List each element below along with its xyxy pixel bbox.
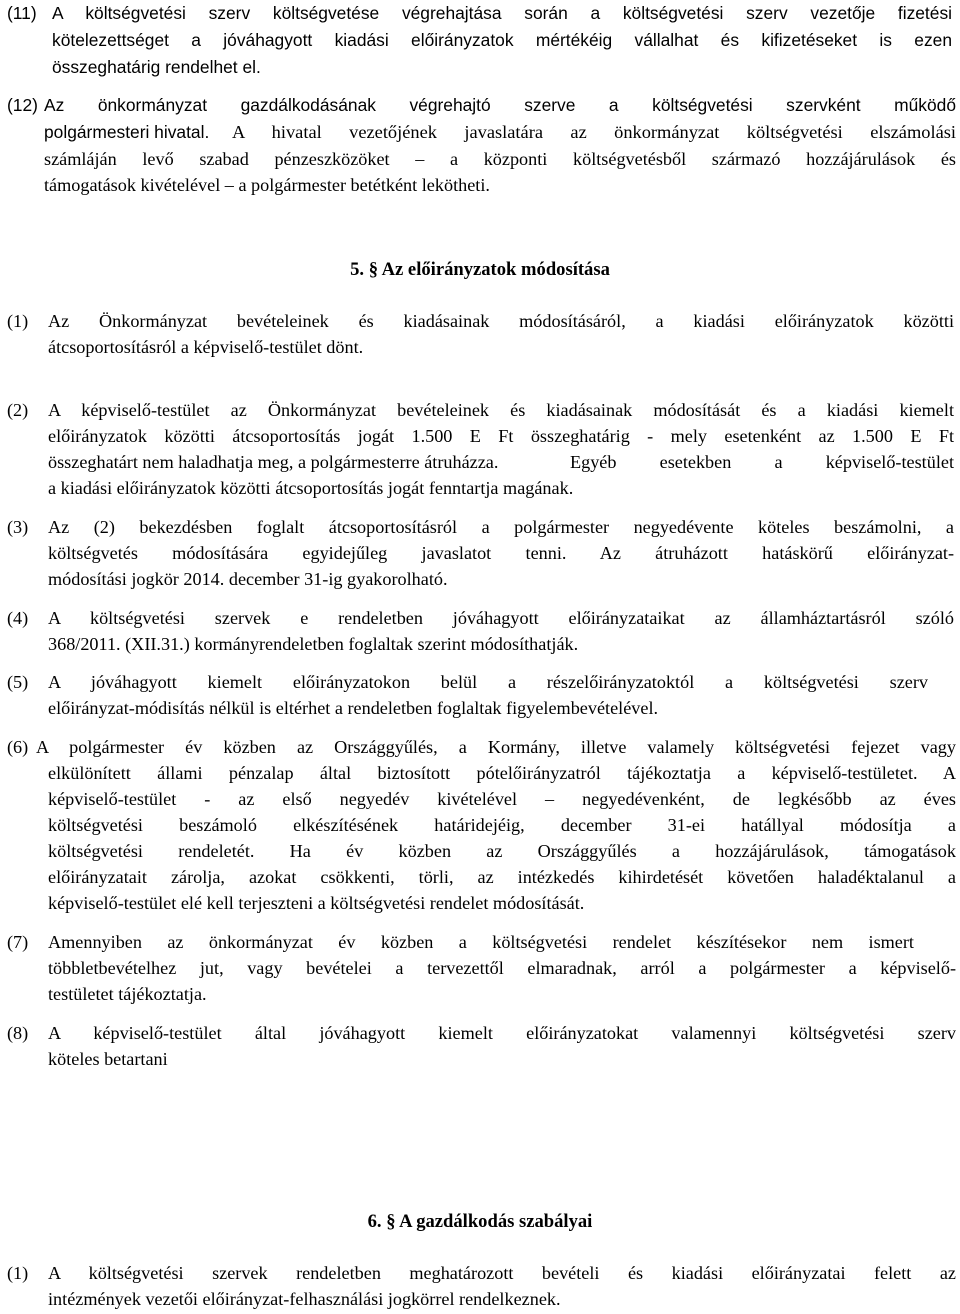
paragraph-number: (1) <box>7 1263 29 1283</box>
section-heading-6: 6. § A gazdálkodás szabályai <box>367 1211 593 1232</box>
text-line: A képviselő-testület az Önkormányzat bevételeinek és kiadásainak módosítását és a kiadási kiemelt <box>48 400 954 420</box>
text-line: A hivatal vezetőjének javaslatára az önkormányzat költségvetési elszámolási <box>232 122 956 142</box>
text-line: költségvetési beszámoló elkészítésének határidejéig, december 31-ei hatállyal módosítja a <box>48 815 956 835</box>
text-line: A költségvetési szerv költségvetése végrehajtása során a költségvetési szerv vezetője fizetési <box>52 3 952 23</box>
text-line: Az (2) bekezdésben foglalt átcsoportosításról a polgármester negyedévente köteles beszámolni, a <box>48 517 954 537</box>
paragraph-number: (2) <box>7 400 29 420</box>
text-line: A költségvetési szervek e rendeletben jóváhagyott előirányzataikat az államháztartásról szóló <box>48 608 954 628</box>
text-line: előirányzat-módisítás nélkül is eltérhet a rendeletben foglaltak figyelembevételével. <box>48 698 659 718</box>
paragraph-number: (12) <box>7 95 38 115</box>
paragraph-number: (8) <box>7 1023 29 1043</box>
text-line: köteles betartani <box>48 1049 168 1069</box>
text-line: Egyéb esetekben a képviselő-testület <box>570 452 954 472</box>
text-line: előirányzatait zárolja, azokat csökkenti, törli, az intézkedés kihirdetését követően haladéktalanul a <box>48 867 956 887</box>
section-heading-5: 5. § Az előirányzatok módosítása <box>350 259 610 280</box>
paragraph-number: (1) <box>7 311 29 331</box>
text-line: elkülönített állami pénzalap által biztosított pótelőirányzatról tájékoztatja a képviselő-testületet. A <box>48 763 956 783</box>
text-line: átcsoportosításról a képviselő-testület dönt. <box>48 337 364 357</box>
text-line: képviselő-testület elé kell terjeszteni a költségvetési rendelet módosítását. <box>48 893 585 913</box>
text-line: kötelezettséget a jóváhagyott kiadási előirányzatok mértékéig vállalhat és kifizetéseket is ezen <box>52 30 952 50</box>
text-line: költségvetés módosítására egyidejűleg javaslatot tenni. Az átruházott hatáskörű előirányzat- <box>48 543 954 563</box>
text-line: módosítási jogkör 2014. december 31-ig gyakorolható. <box>48 569 448 589</box>
text-line: polgármesteri hivatal. <box>44 122 210 142</box>
text-line: A képviselő-testület által jóváhagyott kiemelt előirányzatokat valamennyi költségvetési szerv <box>48 1023 956 1043</box>
text-line: Amennyiben az önkormányzat év közben a költségvetési rendelet készítésekor nem ismert <box>48 932 914 952</box>
paragraph-number: (4) <box>7 608 29 628</box>
text-line: testületet tájékoztatja. <box>48 984 207 1004</box>
paragraph-number: (11) <box>7 3 37 23</box>
text-line: költségvetési rendeletét. Ha év közben az Országgyűlés a hozzájárulások, támogatások <box>48 841 956 861</box>
paragraph-number: (7) <box>7 932 29 952</box>
text-line: Az önkormányzat gazdálkodásának végrehajtó szerve a költségvetési szervként működő <box>44 95 956 115</box>
text-line: képviselő-testület - az első negyedév kivételével – negyedévenként, de legkésőbb az éves <box>48 789 956 809</box>
text-line: előirányzatok közötti átcsoportosítás jogát 1.500 E Ft összeghatárig - mely esetenként az 1.500 E Ft <box>48 426 954 446</box>
text-line: Az Önkormányzat bevételeinek és kiadásainak módosításáról, a kiadási előirányzatok közötti <box>48 311 954 331</box>
paragraph-number: (5) <box>7 672 29 692</box>
text-line: 368/2011. (XII.31.) kormányrendeletben foglaltak szerint módosíthatják. <box>48 634 579 654</box>
text-line: intézmények vezetői előirányzat-felhasználási jogkörrel rendelkeznek. <box>48 1289 561 1309</box>
text-line: A polgármester év közben az Országgyűlés, a Kormány, illetve valamely költségvetési fejezet vagy <box>36 737 956 757</box>
text-line: támogatások kivételével – a polgármester betétként lekötheti. <box>44 175 490 195</box>
text-line: A költségvetési szervek rendeletben meghatározott bevételi és kiadási előirányzatai felett az <box>48 1263 956 1283</box>
text-line: a kiadási előirányzatok közötti átcsoportosítás jogát fenntartja magának. <box>48 478 574 498</box>
text-line: A jóváhagyott kiemelt előirányzatokon belül a részelőirányzatoktól a költségvetési szerv <box>48 672 928 692</box>
paragraph-number: (6) <box>7 737 29 757</box>
text-line: összeghatárt nem haladhatja meg, a polgármesterre átruházza. <box>48 452 499 472</box>
text-line: számláján levő szabad pénzeszközöket – a központi költségvetésből származó hozzájárulások és <box>44 149 956 169</box>
paragraph-number: (3) <box>7 517 29 537</box>
text-line: többletbevételhez jut, vagy bevételei a tervezettől elmaradnak, arról a polgármester a képviselő- <box>48 958 956 978</box>
text-line: összeghatárig rendelhet el. <box>52 57 261 77</box>
